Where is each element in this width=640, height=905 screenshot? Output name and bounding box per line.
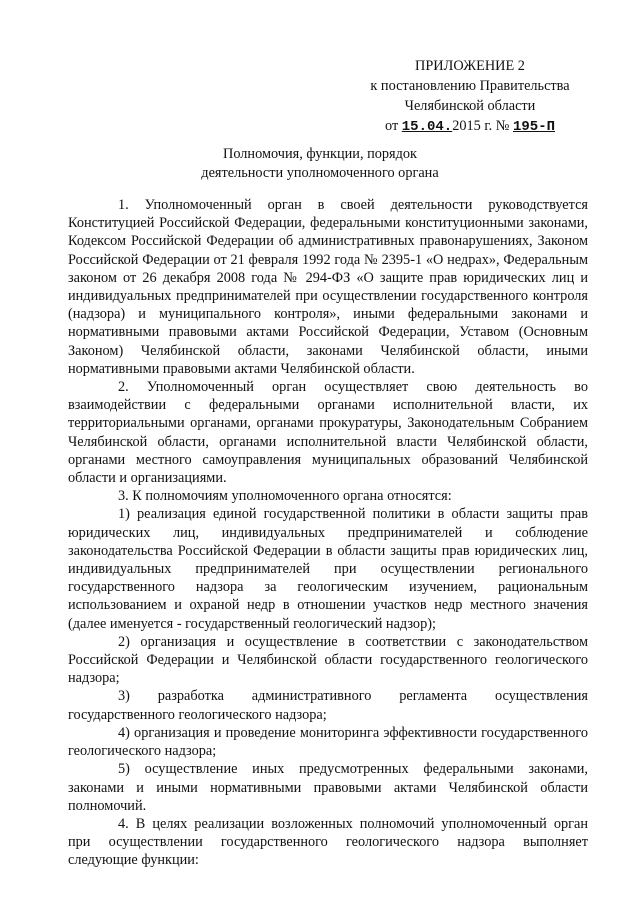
title-line-1: Полномочия, функции, порядок	[223, 146, 417, 162]
date-year: 2015 г. №	[452, 118, 510, 134]
date-day-month: 15.04.	[401, 119, 453, 135]
appendix-region-line: Челябинской области	[404, 98, 536, 114]
paragraph-3-item-5: 5) осуществление иных предусмотренных федеральными законами, законами и иными нормативными правовыми актами Челябинской области полномочий.	[68, 761, 588, 814]
appendix-date-line	[340, 116, 600, 137]
paragraph-4: 4. В целях реализации возложенных полномочий уполномоченный орган при осуществлении государственного геологического надзора выполняет следующие функции:	[68, 815, 588, 869]
paragraph-1: 1. Уполномоченный орган в своей деятельности руководствуется Конституцией Российской Федерации, федеральными конституционными законами, Кодексом Российской Федерации об административных правонарушениях, Законом Российской Федерации от 21 февраля 1992 года № 2395-1 «О недрах», Федеральным законом от 26 декабря 2008 года № 294-ФЗ «О защите прав юридических лиц и индивидуальных предпринимателей при осуществлении государственного контроля (надзора) и муниципального контроля», иными федеральными законами и нормативными правовыми актами Российской Федерации, Уставом (Основным Законом) Челябинской области, законами Челябинской области, иными нормативными правовыми актами Челябинской области.	[68, 197, 588, 377]
paragraph-3-item-1: 1) реализация единой государственной политики в области защиты прав юридических лиц, индивидуальных предпринимателей и соблюдение законодательства Российской Федерации в области защиты прав юридических лиц, индивидуальных предпринимателей при осуществлении регионального государственного надзора за геологическим изучением, рациональным использованием и охраной недр в отношении участков недр местного значения (далее именуется - государственный геологический надзор);	[68, 506, 588, 632]
appendix-header	[340, 56, 600, 137]
paragraph-3-item-4: 4) организация и проведение мониторинга эффективности государственного геологического надзора;	[68, 724, 588, 760]
resolution-number: 195-П	[513, 119, 556, 135]
title-line-2: деятельности уполномоченного органа	[201, 165, 439, 181]
appendix-title: ПРИЛОЖЕНИЕ 2	[415, 58, 525, 74]
date-prefix: от	[384, 118, 399, 134]
appendix-resolution-line: к постановлению Правительства	[370, 78, 570, 94]
document-body	[68, 196, 588, 870]
paragraph-3-item-2: 2) организация и осуществление в соответствии с законодательством Российской Федерации и Челябинской области государственного геологического надзора;	[68, 633, 588, 687]
paragraph-3: 3. К полномочиям уполномоченного органа относятся:	[118, 488, 452, 505]
paragraph-2: 2. Уполномоченный орган осуществляет свою деятельность во взаимодействии с федеральными органами исполнительной власти, их территориальными органами, органами прокуратуры, Законодательным Собранием Челябинской области, органами исполнительной власти Челябинской области, органами местного самоуправления муниципальных образований Челябинской области и организациями.	[68, 379, 588, 487]
document-title	[150, 145, 490, 183]
paragraph-3-item-3: 3) разработка административного регламента осуществления государственного геологического надзора;	[68, 688, 588, 723]
